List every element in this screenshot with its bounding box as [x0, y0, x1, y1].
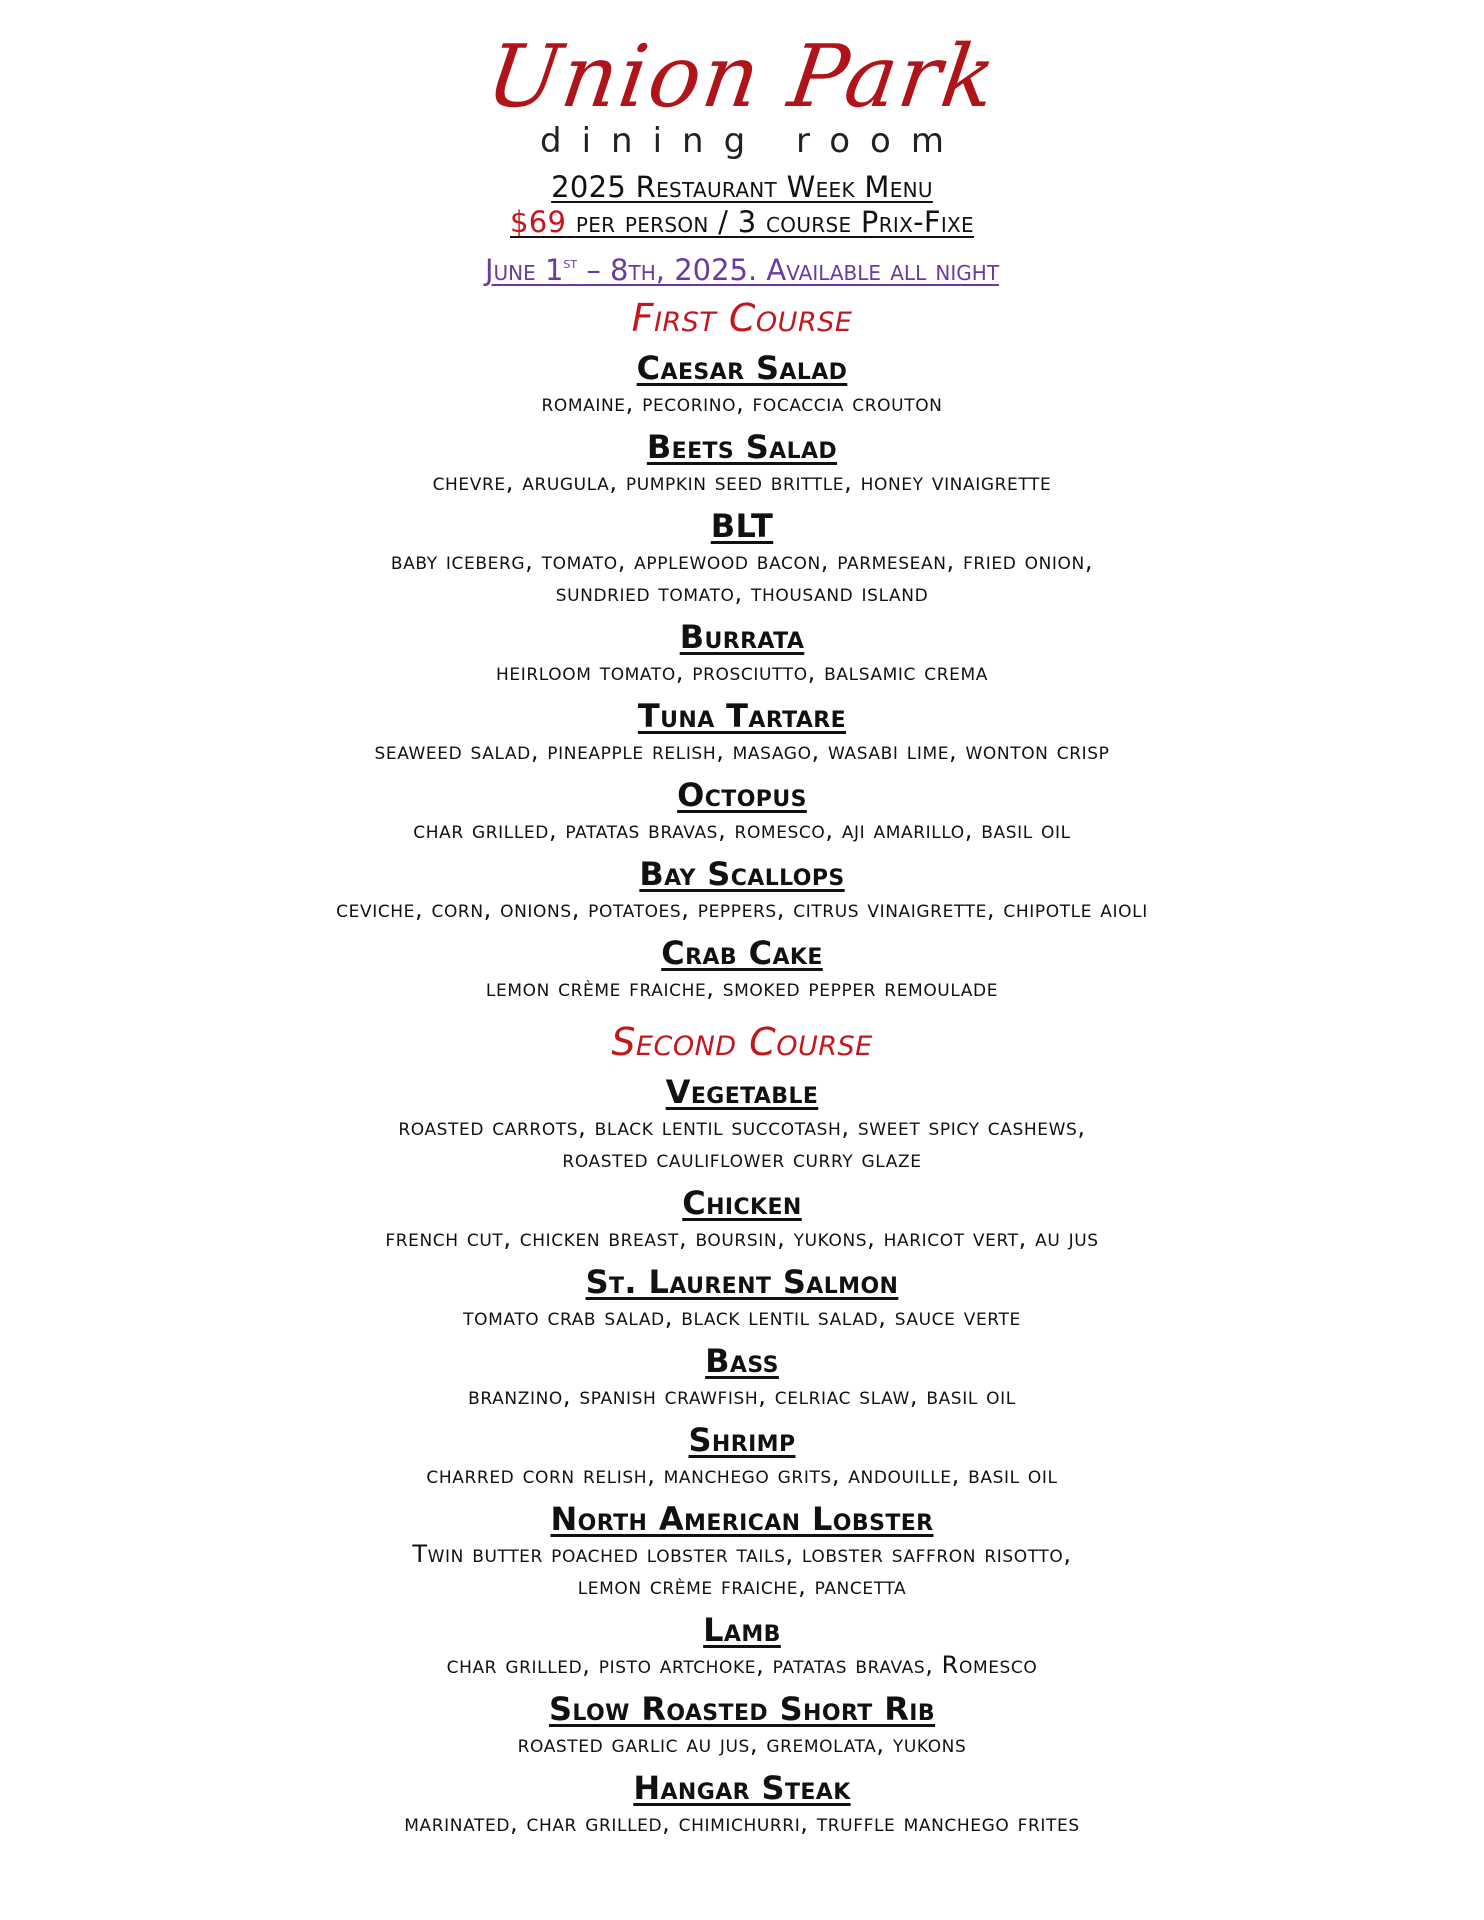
menu-item-description: lemon crème fraiche, smoked pepper remoulade	[485, 974, 999, 1002]
menu-item	[463, 1264, 1021, 1333]
menu-item-name: Bass	[705, 1342, 779, 1380]
menu-item-name: Lamb	[703, 1611, 781, 1649]
menu-item-description: Twin butter poached lobster tails, lobster saffron risotto,	[412, 1540, 1072, 1568]
menu-item	[518, 1691, 967, 1760]
menu-item	[433, 429, 1052, 498]
menu-item-name: Burrata	[679, 618, 805, 656]
menu-item	[447, 1612, 1038, 1681]
menu-item	[468, 1343, 1016, 1412]
menu-item-name: St. Laurent Salmon	[585, 1263, 899, 1301]
menu-item-name: Bay Scallops	[639, 855, 845, 893]
menu-item	[426, 1422, 1057, 1491]
menu-item-name: Vegetable	[665, 1073, 819, 1111]
dates-pre: June 1	[484, 253, 564, 287]
second-course-list	[385, 1064, 1098, 1839]
menu-item-name: BLT	[710, 507, 774, 545]
menu-item-name: Tuna Tartare	[637, 697, 847, 735]
menu-item-description: charred corn relish, manchego grits, andouille, basil oil	[426, 1461, 1058, 1489]
dates-sup: st	[563, 254, 578, 272]
menu-item-name: Beets Salad	[646, 428, 838, 466]
dates-post: – 8th, 2025. Available all night	[577, 253, 1000, 287]
menu-item	[398, 1074, 1085, 1175]
first-course-title: First Course	[631, 296, 853, 340]
menu-item-description: seaweed salad, pineapple relish, masago, wasabi lime, wonton crisp	[374, 737, 1110, 765]
menu-item-name: Caesar Salad	[636, 349, 848, 387]
menu-item	[496, 619, 988, 688]
menu-item-name: North American Lobster	[550, 1500, 934, 1538]
menu-item	[486, 935, 998, 1004]
menu-item	[541, 350, 942, 419]
menu-item-description: heirloom tomato, prosciutto, balsamic crema	[496, 658, 988, 686]
menu-item-name: Slow Roasted Short Rib	[548, 1690, 936, 1728]
menu-item-description: sundried tomato, thousand island	[555, 579, 929, 607]
menu-item-name: Shrimp	[688, 1421, 796, 1459]
menu-item	[404, 1770, 1079, 1839]
price-line	[510, 205, 974, 240]
dates-line	[485, 252, 999, 288]
restaurant-logo	[480, 27, 1004, 161]
menu-item-description: tomato crab salad, black lentil salad, sauce verte	[463, 1303, 1021, 1331]
menu-item-description: roasted carrots, black lentil succotash, sweet spicy cashews,	[398, 1113, 1086, 1141]
menu-item-description: roasted cauliflower curry glaze	[562, 1145, 922, 1173]
menu-item	[412, 1501, 1071, 1602]
menu-item	[374, 698, 1109, 767]
menu-item	[385, 1185, 1098, 1254]
logo-script-text: Union Park	[480, 27, 1004, 127]
menu-item-name: Hangar Steak	[633, 1769, 851, 1807]
menu-item-description: romaine, pecorino, focaccia crouton	[541, 389, 943, 417]
menu-item-description: ceviche, corn, onions, potatoes, peppers, citrus vinaigrette, chipotle aioli	[336, 895, 1148, 923]
menu-title: 2025 Restaurant Week Menu	[551, 170, 933, 204]
menu-item-description: char grilled, patatas bravas, romesco, aji amarillo, basil oil	[413, 816, 1071, 844]
menu-item-description: chevre, arugula, pumpkin seed brittle, honey vinaigrette	[432, 468, 1052, 496]
menu-item-description: branzino, spanish crawfish, celriac slaw, basil oil	[468, 1382, 1016, 1410]
price-description: per person / 3 course Prix-Fixe	[575, 205, 974, 239]
price: $69	[510, 205, 567, 239]
menu-item-description: roasted garlic au jus, gremolata, yukons	[517, 1730, 967, 1758]
menu-item	[391, 508, 1093, 609]
logo-sub-text: dining room	[540, 121, 964, 161]
menu-item-name: Octopus	[677, 776, 807, 814]
menu-item-description: lemon crème fraiche, pancetta	[577, 1572, 907, 1600]
menu-item-description: baby iceberg, tomato, applewood bacon, parmesean, fried onion,	[390, 547, 1094, 575]
first-course-list	[336, 340, 1148, 1004]
menu-item	[413, 777, 1070, 846]
menu-item-description: char grilled, pisto artchoke, patatas bravas, Romesco	[446, 1651, 1038, 1679]
second-course-title: Second Course	[611, 1020, 873, 1064]
menu-item-name: Crab Cake	[661, 934, 823, 972]
menu-item-name: Chicken	[682, 1184, 802, 1222]
menu-item-description: marinated, char grilled, chimichurri, truffle manchego frites	[404, 1809, 1080, 1837]
menu-item	[336, 856, 1148, 925]
menu-item-description: french cut, chicken breast, boursin, yukons, haricot vert, au jus	[385, 1224, 1099, 1252]
